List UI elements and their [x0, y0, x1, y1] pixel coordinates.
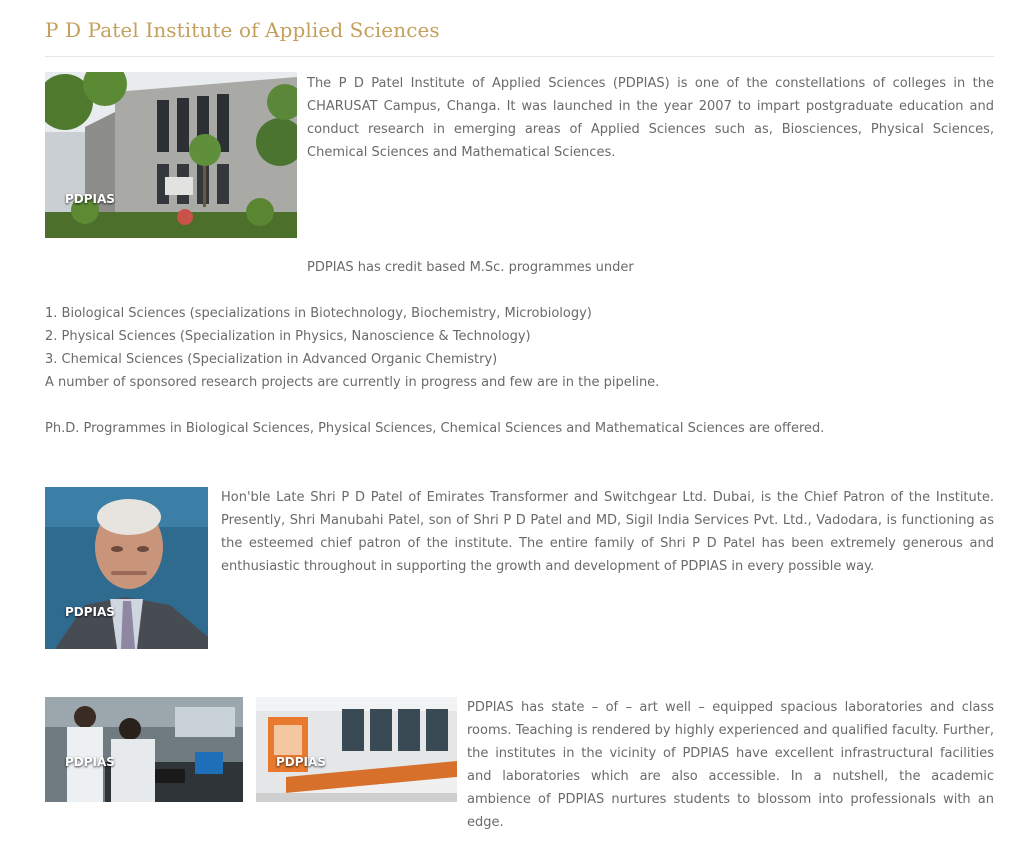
programmes-intro: PDPIAS has credit based M.Sc. programmes under [307, 260, 634, 275]
programme-item: 1. Biological Sciences (specializations in Biotechnology, Biochemistry, Microbiology) [45, 306, 592, 321]
title-divider [45, 56, 994, 57]
lab-photo-2 [256, 697, 457, 802]
photo-caption: PDPIAS [65, 755, 115, 769]
phd-note: Ph.D. Programmes in Biological Sciences, Physical Sciences, Chemical Sciences and Mathematical Sciences are offered. [45, 421, 825, 436]
lab-photo-1 [45, 697, 243, 802]
patron-photo [45, 487, 208, 649]
intro-paragraph: The P D Patel Institute of Applied Sciences (PDPIAS) is one of the constellations of colleges in the CHARUSAT Campus, Changa. It was launched in the year 2007 to impart postgraduate education and conduct research in emerging areas of Applied Sciences such as, Biosciences, Physical Sciences, Chemical Sciences and Mathematical Sciences. [307, 76, 994, 160]
page-title: P D Patel Institute of Applied Sciences [45, 18, 440, 42]
photo-caption: PDPIAS [65, 192, 115, 206]
patron-paragraph: Hon'ble Late Shri P D Patel of Emirates Transformer and Switchgear Ltd. Dubai, is the Chief Patron of the Institute. Presently, Shri Manubahi Patel, son of Shri P D Patel and MD, Sigil India Services Pvt. Ltd., Vadodara, is functioning as the esteemed chief patron of the institute. The entire family of Shri P D Patel has been extremely generous and enthusiastic throughout in supporting the growth and development of PDPIAS in every possible way. [221, 490, 994, 574]
research-note: A number of sponsored research projects are currently in progress and few are in the pipeline. [45, 375, 660, 390]
programme-item: 2. Physical Sciences (Specialization in Physics, Nanoscience & Technology) [45, 329, 531, 344]
programme-item: 3. Chemical Sciences (Specialization in Advanced Organic Chemistry) [45, 352, 498, 367]
photo-caption: PDPIAS [65, 605, 115, 619]
facilities-paragraph: PDPIAS has state – of – art well – equipped spacious laboratories and class rooms. Teaching is rendered by highly experienced and qualified faculty. Further, the institutes in the vicinity of PDPIAS have excellent infrastructural facilities and laboratories which are also accessible. In a nutshell, the academic ambience of PDPIAS nurtures students to blossom into professionals with an edge. [467, 700, 994, 830]
building-photo [45, 72, 297, 238]
photo-caption: PDPIAS [276, 755, 326, 769]
